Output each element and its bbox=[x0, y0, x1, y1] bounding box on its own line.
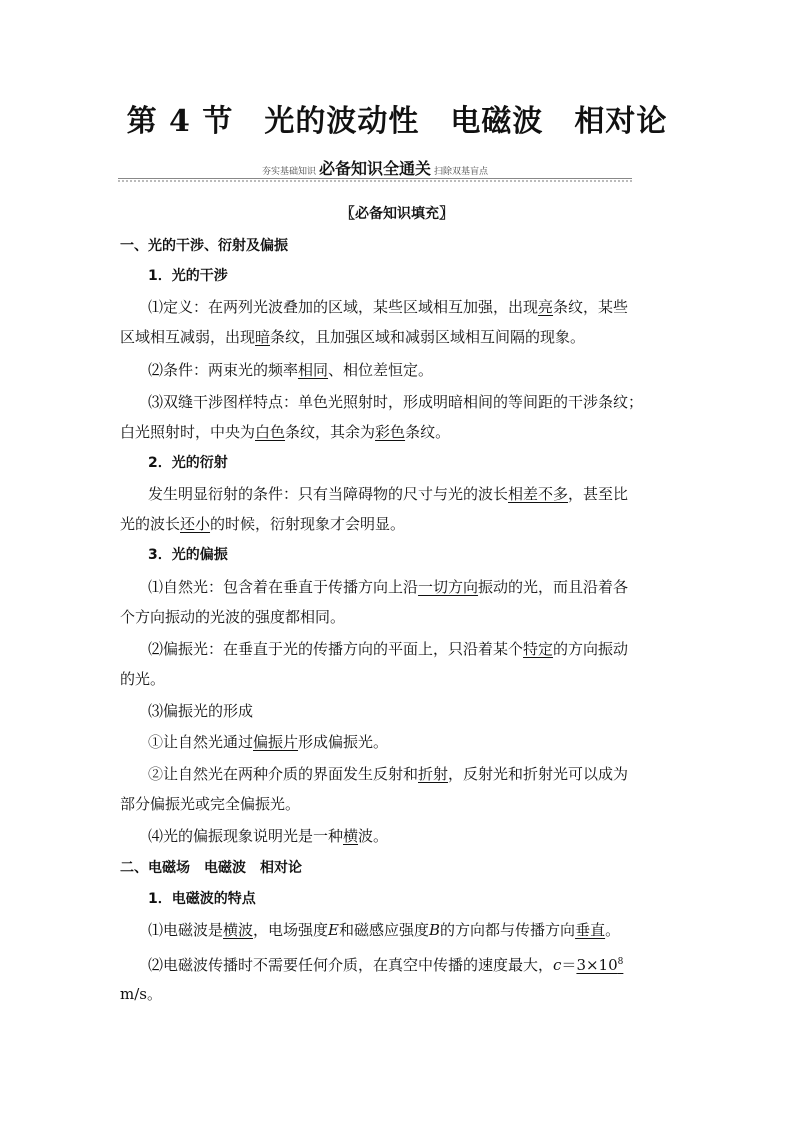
para-polarized-light-2: 的光。 bbox=[120, 670, 166, 688]
blank-answer: 暗 bbox=[255, 328, 271, 346]
para-interference-condition: ⑵条件：两束光的频率相同、相位差恒定。 bbox=[148, 361, 434, 379]
para-interference-def-2: 区域相互减弱，出现暗条纹，且加强区域和减弱区域相互间隔的现象。 bbox=[120, 328, 586, 346]
para-formation-1: ①让自然光通过偏振片形成偏振光。 bbox=[148, 733, 389, 751]
para-em-wave-1: ⑴电磁波是横波，电场强度E和磁感应强度B的方向都与传播方向垂直。 bbox=[148, 921, 621, 939]
blank-answer: 白色 bbox=[255, 423, 286, 441]
blank-answer: 折射 bbox=[418, 765, 449, 783]
section-banner bbox=[118, 156, 632, 182]
para-polarized-formation: ⑶偏振光的形成 bbox=[148, 702, 254, 720]
blank-answer: 偏振片 bbox=[253, 733, 299, 751]
para-formation-2b: 部分偏振光或完全偏振光。 bbox=[120, 795, 301, 813]
para-em-wave-2: ⑵电磁波传播时不需要任何介质，在真空中传播的速度最大，$c=3\times 10^8$ bbox=[148, 956, 624, 974]
para-polarization-meaning: ⑷光的偏振现象说明光是一种横波。 bbox=[148, 827, 389, 845]
blank-answer: 一切方向 bbox=[418, 578, 479, 596]
blank-answer: 亮 bbox=[538, 298, 554, 316]
bracket-close: 〗 bbox=[439, 204, 455, 222]
heading-part-1: 一、光的干涉、衍射及偏振 bbox=[120, 238, 288, 254]
heading-diffraction: 2．光的衍射 bbox=[148, 455, 228, 471]
para-polarized-light-1: ⑵偏振光：在垂直于光的传播方向的平面上，只沿着某个特定的方向振动 bbox=[148, 640, 629, 658]
para-interference-def-1: ⑴定义：在两列光波叠加的区域，某些区域相互加强，出现亮条纹，某些 bbox=[148, 298, 629, 316]
banner-left-text: 夯实基础知识 bbox=[261, 167, 316, 177]
blank-answer: 相差不多 bbox=[508, 485, 569, 503]
blank-answer: $3\times 10^8$ bbox=[576, 956, 624, 974]
para-formation-2a: ②让自然光在两种介质的界面发生反射和折射，反射光和折射光可以成为 bbox=[148, 765, 629, 783]
para-natural-light-2: 个方向振动的光波的强度都相同。 bbox=[120, 608, 346, 626]
para-double-slit-1: ⑶双缝干涉图样特点：单色光照射时，形成明暗相间的等间距的干涉条纹； bbox=[148, 393, 644, 411]
heading-polarization: 3．光的偏振 bbox=[148, 547, 228, 563]
para-diffraction-1: 发生明显衍射的条件：只有当障碍物的尺寸与光的波长相差不多，甚至比 bbox=[148, 485, 629, 503]
heading-interference: 1．光的干涉 bbox=[148, 268, 228, 284]
heading-em-wave: 1．电磁波的特点 bbox=[148, 891, 256, 907]
page-title: 第 4 节 光的波动性 电磁波 相对论 bbox=[126, 104, 668, 139]
section-header bbox=[0, 202, 794, 223]
bracket-open: 〖 bbox=[339, 204, 355, 222]
para-double-slit-2: 白光照射时，中央为白色条纹，其余为彩色条纹。 bbox=[120, 423, 451, 441]
para-em-wave-2-unit: m/s。 bbox=[120, 985, 162, 1003]
blank-answer: 垂直 bbox=[575, 921, 606, 939]
section-header-text: 必备知识填充 bbox=[355, 206, 439, 222]
para-natural-light-1: ⑴自然光：包含着在垂直于传播方向上沿一切方向振动的光，而且沿着各 bbox=[148, 578, 629, 596]
blank-answer: 特定 bbox=[523, 640, 554, 658]
blank-answer: 还小 bbox=[180, 515, 211, 533]
banner-right-text: 扫除双基盲点 bbox=[434, 167, 489, 177]
para-diffraction-2: 光的波长还小的时候，衍射现象才会明显。 bbox=[120, 515, 406, 533]
blank-answer: 横 bbox=[343, 827, 359, 845]
banner-center-text: 必备知识全通关 bbox=[318, 159, 431, 178]
blank-answer: 相同 bbox=[298, 361, 329, 379]
blank-answer: 彩色 bbox=[375, 423, 406, 441]
heading-part-2: 二、电磁场 电磁波 相对论 bbox=[120, 860, 302, 876]
banner-dotted-rule bbox=[118, 180, 632, 182]
blank-answer: 横波 bbox=[223, 921, 254, 939]
